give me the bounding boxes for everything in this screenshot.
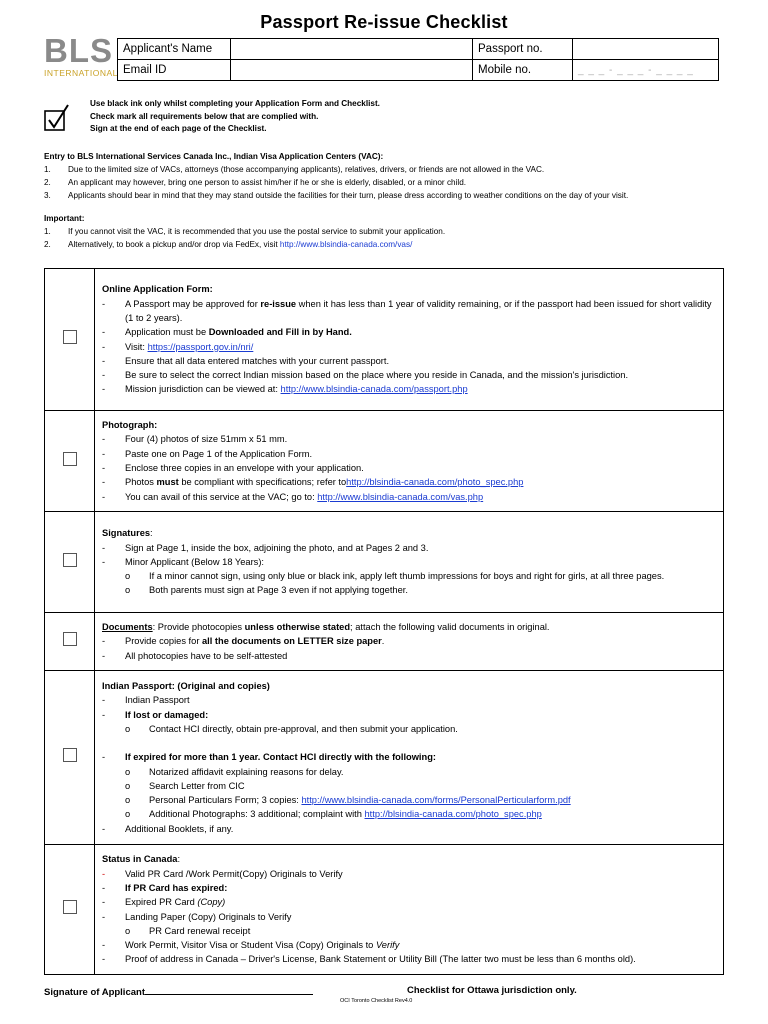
list-item: - Additional Booklets, if any. <box>102 823 234 834</box>
mobile-mask: _ _ _ - _ _ _ - _ _ _ _ <box>578 65 694 76</box>
list-item: - A Passport may be approved for re-issue when it has less than 1 year of validity remaining, or if the passport had been issued for short validity (1 to 2 years). <box>102 298 712 323</box>
list-item: - If PR Card has expired: <box>102 882 228 893</box>
checklist-row <box>45 512 724 613</box>
list-item: - All photocopies have to be self-attested <box>102 650 288 661</box>
list-item: - Minor Applicant (Below 18 Years): <box>102 556 265 567</box>
sub-list-item: o Additional Photographs: 3 additional; complaint with http://blsindia-canada.com/photo_spec.php <box>125 809 542 820</box>
entry-heading: Entry to BLS International Services Canada Inc., Indian Visa Application Centers (VAC): <box>44 152 384 161</box>
email-label: Email ID <box>118 60 231 81</box>
entry-item: 2. An applicant may however, bring one person to assist him/her if he or she is elderly, disabled, or a minor child. <box>44 178 467 187</box>
important-item: 2. Alternatively, to book a pickup and/or drop via FedEx, visit http://www.blsindia-canada.com/vas/ <box>44 240 413 249</box>
entry-item: 3. Applicants should bear in mind that they may stand outside the facilities for their turn, please dress according to weather conditions on the day of your visit. <box>44 191 629 200</box>
row-title: Indian Passport: (Original and copies) <box>102 681 270 692</box>
vas-php-link[interactable]: http://www.blsindia-canada.com/vas.php <box>317 491 484 502</box>
list-item: - Mission jurisdiction can be viewed at: http://www.blsindia-canada.com/passport.php <box>102 384 468 395</box>
instruction-line: Sign at the end of each page of the Checklist. <box>90 124 267 133</box>
jurisdiction-note: Checklist for Ottawa jurisdiction only. <box>407 985 577 996</box>
checkbox-photograph[interactable] <box>63 452 77 466</box>
list-item: - Application must be Downloaded and Fill in by Hand. <box>102 327 352 338</box>
row-title: Status in Canada: <box>102 854 181 865</box>
sub-list-item: o Both parents must sign at Page 3 even if not applying together. <box>125 585 408 596</box>
sub-list-item: o Personal Particulars Form; 3 copies: http://www.blsindia-canada.com/forms/PersonalPerticularform.pdf <box>125 795 571 806</box>
applicant-name-field[interactable] <box>231 39 473 60</box>
instructions-block <box>90 98 380 136</box>
photo-spec-link[interactable]: http://blsindia-canada.com/photo_spec.php <box>346 477 524 488</box>
row-title: Signatures: <box>102 528 153 539</box>
checklist-row <box>45 613 724 671</box>
list-item: - Proof of address in Canada – Driver's License, Bank Statement or Utility Bill (The latter two must be less than 6 months old). <box>102 954 636 965</box>
checkbox-indian-passport[interactable] <box>63 748 77 762</box>
row-title: Documents: Provide photocopies unless otherwise stated; attach the following valid documents in original. <box>102 622 550 633</box>
list-item: - Photos must be compliant with specifications; refer tohttp://blsindia-canada.com/photo_spec.php <box>102 477 524 488</box>
checkbox-status-canada[interactable] <box>63 900 77 914</box>
list-item: - Indian Passport <box>102 695 190 706</box>
list-item: - If expired for more than 1 year. Contact HCI directly with the following: <box>102 752 436 763</box>
checkbox-signatures[interactable] <box>63 553 77 567</box>
sub-list-item: o If a minor cannot sign, using only blue or black ink, apply left thumb impressions for boys and right for girls, at all three pages. <box>125 571 665 582</box>
entry-section <box>44 150 734 202</box>
list-item: - Four (4) photos of size 51mm x 51 mm. <box>102 434 288 445</box>
list-item: - Provide copies for all the documents on LETTER size paper. <box>102 636 385 647</box>
list-item: - Ensure that all data entered matches with your current passport. <box>102 355 390 366</box>
instruction-line: Check mark all requirements below that are complied with. <box>90 111 319 121</box>
sub-list-item: o Contact HCI directly, obtain pre-approval, and then submit your application. <box>125 723 458 734</box>
row-title: Online Application Form: <box>102 284 213 295</box>
sub-list-item: o Search Letter from CIC <box>125 780 245 791</box>
list-item: - Paste one on Page 1 of the Application Form. <box>102 448 313 459</box>
checklist-table <box>44 268 724 975</box>
sub-list-item: o Notarized affidavit explaining reasons for delay. <box>125 766 344 777</box>
vas-link[interactable]: http://www.blsindia-canada.com/vas/ <box>279 240 413 249</box>
signature-label: Signature of Applicant <box>44 987 145 998</box>
photo-spec-link[interactable]: http://blsindia-canada.com/photo_spec.php <box>364 809 542 820</box>
instruction-line: Use black ink only whilst completing your Application Form and Checklist. <box>90 99 380 108</box>
mobile-no-field[interactable] <box>573 60 719 81</box>
important-heading: Important: <box>44 214 85 223</box>
entry-item: 1. Due to the limited size of VACs, attorneys (those accompanying applicants), relatives, drivers, or friends are not allowed in the VAC. <box>44 165 545 174</box>
list-item: - If lost or damaged: <box>102 709 209 720</box>
personal-particulars-link[interactable]: http://www.blsindia-canada.com/forms/PersonalPerticularform.pdf <box>301 795 571 806</box>
checklist-row <box>45 411 724 512</box>
list-item: - Enclose three copies in an envelope with your application. <box>102 463 364 473</box>
passport-no-label: Passport no. <box>473 39 573 60</box>
list-item: - Sign at Page 1, inside the box, adjoining the photo, and at Pages 2 and 3. <box>102 542 429 553</box>
list-item: - You can avail of this service at the VAC; go to: http://www.blsindia-canada.com/vas.php <box>102 491 484 502</box>
list-item: - Valid PR Card /Work Permit(Copy) Originals to Verify <box>102 868 343 879</box>
revision-label: OCI Toronto Checklist Rev4.0 <box>340 998 413 1004</box>
list-item: - Be sure to select the correct Indian mission based on the place where you reside in Canada, and the mission's jurisdiction. <box>102 370 629 381</box>
list-item: - Landing Paper (Copy) Originals to Verify <box>102 911 292 922</box>
list-item: - Expired PR Card (Copy) <box>102 897 226 908</box>
applicant-info-table <box>117 38 719 81</box>
sub-list-item: o PR Card renewal receipt <box>125 925 251 936</box>
checklist-row <box>45 269 724 411</box>
email-field[interactable] <box>231 60 473 81</box>
logo-subtitle: INTERNATIONAL <box>44 68 118 78</box>
passport-no-field[interactable] <box>573 39 719 60</box>
list-item: - Visit: https://passport.gov.in/nri/ <box>102 341 254 352</box>
row-title: Photograph: <box>102 420 158 431</box>
checkbox-documents[interactable] <box>63 632 77 646</box>
page-title: Passport Re-issue Checklist <box>260 12 508 32</box>
important-item: 1. If you cannot visit the VAC, it is recommended that you use the postal service to submit your application. <box>44 227 446 236</box>
checklist-row <box>45 845 724 975</box>
logo-letters: BLS <box>44 32 113 69</box>
signature-line <box>44 985 313 998</box>
mission-jurisdiction-link[interactable]: http://www.blsindia-canada.com/passport.php <box>280 384 468 395</box>
mobile-no-label: Mobile no. <box>473 60 573 81</box>
bls-logo <box>44 32 118 82</box>
list-item: - Work Permit, Visitor Visa or Student Visa (Copy) Originals to Verify <box>102 940 400 951</box>
applicant-name-label: Applicant's Name <box>118 39 231 60</box>
checklist-row <box>45 671 724 845</box>
signature-field[interactable] <box>145 985 313 995</box>
passport-gov-link[interactable]: https://passport.gov.in/nri/ <box>147 341 254 352</box>
checkmark-box-icon <box>44 104 70 132</box>
important-section <box>44 212 734 251</box>
checkbox-online-form[interactable] <box>63 330 77 344</box>
